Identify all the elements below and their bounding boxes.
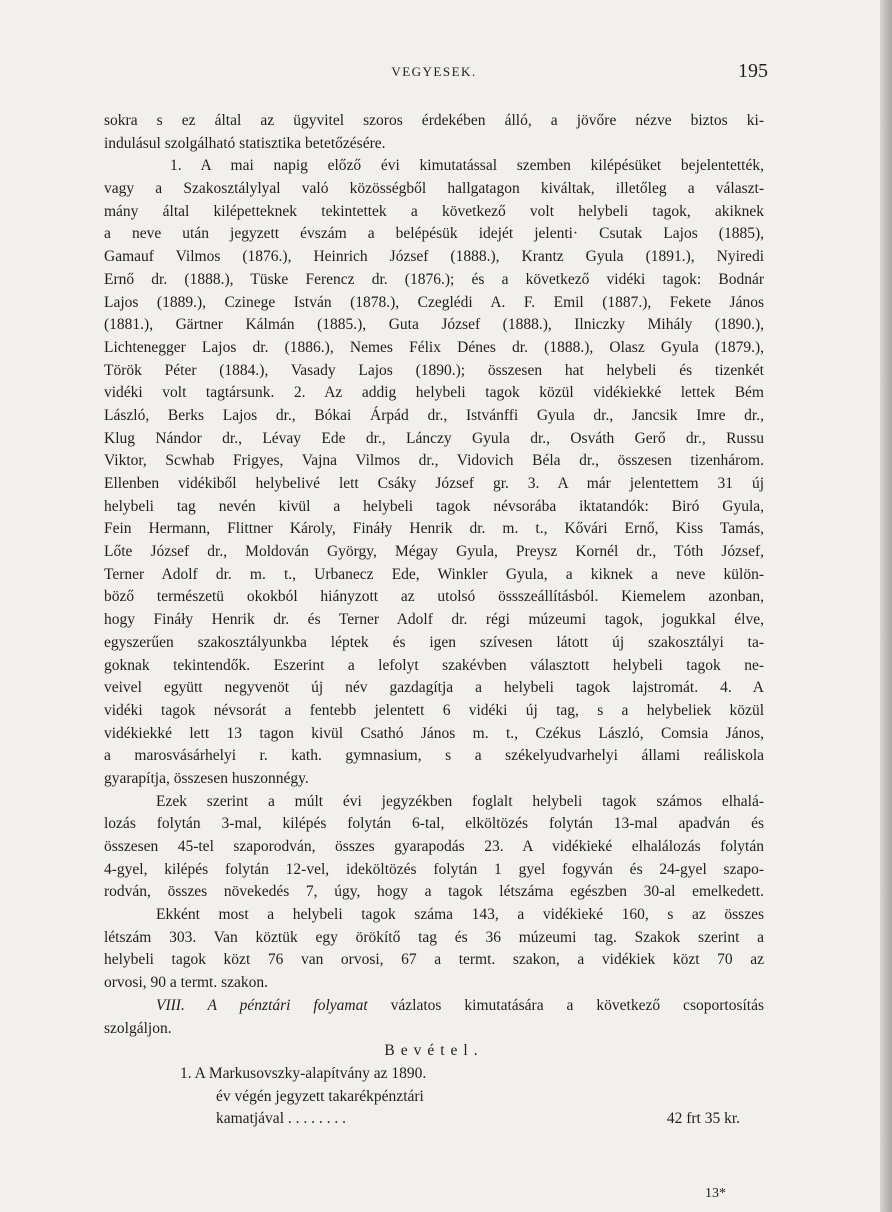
text-line: orvosi, 90 a termt. szakon. [104, 974, 269, 992]
signature-mark: 13* [705, 1186, 726, 1201]
text-line: böző természetü okokból hiányzott az utolsó össszeállításból. Kiemelem azonban, [104, 588, 764, 606]
text-line: hogy Fináły Henrik dr. és Terner Adolf dr. régi múzeumi tagok, jogukkal élve, [104, 611, 764, 629]
ledger-row [104, 1063, 764, 1086]
text-line: Ezek szerint a múlt évi jegyzékben foglalt helybeli tagok számos elhalá- [156, 792, 764, 810]
ledger-row [104, 1108, 764, 1131]
text-line: sokra s ez által az ügyvitel szoros érdekében álló, a jövőre nézve biztos ki- [104, 112, 764, 129]
text-line: rodván, összes növekedés 7, úgy, hogy a tagok létszáma egészben 30-al emelkedett. [104, 883, 764, 901]
text-line: létszám 303. Van köztük egy örökítő tag és 36 múzeumi tag. Szakok szerint a [104, 928, 764, 946]
text-line: 4-gyel, kilépés folytán 12-vel, ideköltözés folytán 1 gyel fogyván és 24-gyel szapo- [104, 860, 764, 878]
text-line: Lőte József dr., Moldován György, Mégay Gyula, Preysz Kornél dr., Tóth József, [104, 543, 764, 561]
text-line: László, Berks Lajos dr., Bókai Árpád dr., Istvánffi Gyula dr., Jancsik Imre dr., [104, 406, 764, 424]
text-line: Ellenben vidékiből helybelivé lett Csáky József gr. 3. A már jelentettem 31 új [104, 475, 764, 492]
text-line: Lajos (1889.), Czinege István (1878.), Czeglédi A. F. Emil (1887.), Fekete János [104, 293, 764, 311]
page-number: 195 [738, 60, 768, 82]
ledger-text: év végén jegyzett takarékpénztári [216, 1087, 424, 1105]
section-heading-line [104, 995, 764, 1018]
ledger-text: kamatjával . . . . . . . . [216, 1110, 346, 1128]
text-line: Fein Hermann, Flittner Károly, Fináły Henrik dr. m. t., Kővári Ernő, Kiss Tamás, [104, 520, 764, 538]
text-line: Ekként most a helybeli tagok száma 143, a vidékieké 160, s az összes [156, 906, 764, 924]
section-heading-italic: VIII. A pénztári folyamat [156, 996, 368, 1014]
text-line: lozás folytán 3-mal, kilépés folytán 6-tal, elköltözés folytán 13-mal apadván és [104, 815, 764, 833]
text-line: veivel együtt negyvenöt új név gazdagítja a helybeli tagok lajstromát. 4. A [104, 679, 764, 697]
text-line: vidéki tagok névsorát a fentebb jelentett 6 vidéki új tag, s a helybeliek közül [104, 701, 764, 719]
text-line: Lichtenegger Lajos dr. (1886.), Nemes Félix Dénes dr. (1888.), Olasz Gyula (1879.), [104, 338, 764, 356]
ledger-row [104, 1086, 764, 1109]
text-line: Ernő dr. (1888.), Tüske Ferencz dr. (1876.); és a következő vidéki tagok: Bodnár [104, 270, 764, 288]
text-line: egyszerűen szakosztályunkba léptek és igen szívesen látott új szakosztályi ta- [104, 633, 764, 651]
text-line: vagy a Szakosztálylyal való közösségből hallgatagon kiváltak, illetőleg a választ- [104, 180, 764, 198]
text-line: 1. A mai napig előző évi kimutatással szemben kilépésüket bejelentették, [170, 157, 764, 175]
text-line: gyarapítja, összesen huszonnégy. [104, 769, 309, 787]
text-line: a marosvásárhelyi r. kath. gymnasium, s a székelyudvarhelyi állami reáliskola [104, 747, 764, 765]
page-header [100, 60, 768, 90]
text-line: Gamauf Vilmos (1876.), Heinrich József (1888.), Krantz Gyula (1891.), Nyiredi [104, 248, 764, 266]
text-line: Viktor, Scwhab Frigyes, Vajna Vilmos dr., Vidovich Béla dr., összesen tizenhárom. [104, 452, 764, 470]
text-line: Terner Adolf dr. m. t., Urbanecz Ede, Winkler Gyula, a kiknek a neve külön- [104, 565, 764, 583]
ledger-amount: 42 frt 35 kr. [666, 1110, 740, 1128]
text-line: vidéki volt tagtársunk. 2. Az addig helybeli tagok közül vidékiekké lettek Bém [104, 384, 764, 402]
text-line: helybeli tag nevén kivül a helybeli tagok névsorába iktatandók: Biró Gyula, [104, 497, 764, 515]
page-edge-shadow [880, 0, 892, 1212]
ledger-heading: Bevétel. [384, 1042, 484, 1060]
section-heading-rest: vázlatos kimutatására a következő csoportosítás [367, 996, 764, 1014]
text-line: mány által kilépetteknek tekintettek a következő volt helybeli tagok, akiknek [104, 202, 764, 220]
text-line: helybeli tagok közt 76 van orvosi, 67 a termt. szakon, a vidékiek közt 70 az [104, 951, 764, 969]
text-line: indulásul szolgálható statisztika betetőzésére. [104, 134, 386, 152]
text-line: összesen 45-tel szaporodván, összes gyarapodás 23. A vidékieké elhalálozás folytán [104, 838, 764, 855]
text-line: goknak tekintendők. Eszerint a lefolyt szakévben választott helybeli tagok ne- [104, 656, 764, 674]
text-line: Török Péter (1884.), Vasady Lajos (1890.); összesen hat helybeli és tizenkét [104, 361, 764, 379]
text-line: (1881.), Gärtner Kálmán (1885.), Guta József (1888.), Ilniczky Mihály (1890.), [104, 316, 764, 334]
ledger-text: 1. A Markusovszky-alapítvány az 1890. [180, 1064, 427, 1082]
text-line: a neve után jegyzett évszám a belépésük idejét jelenti· Csutak Lajos (1885), [104, 225, 764, 243]
text-line: Klug Nándor dr., Lévay Ede dr., Lánczy Gyula dr., Osváth Gerő dr., Russu [104, 429, 764, 447]
text-line: vidékiekké lett 13 tagon kivül Csathó János m. t., Czékus László, Comsia János, [104, 724, 764, 742]
running-head: VEGYESEK. [391, 64, 477, 79]
body-text [104, 110, 764, 1131]
text-line: szolgáljon. [104, 1019, 172, 1037]
